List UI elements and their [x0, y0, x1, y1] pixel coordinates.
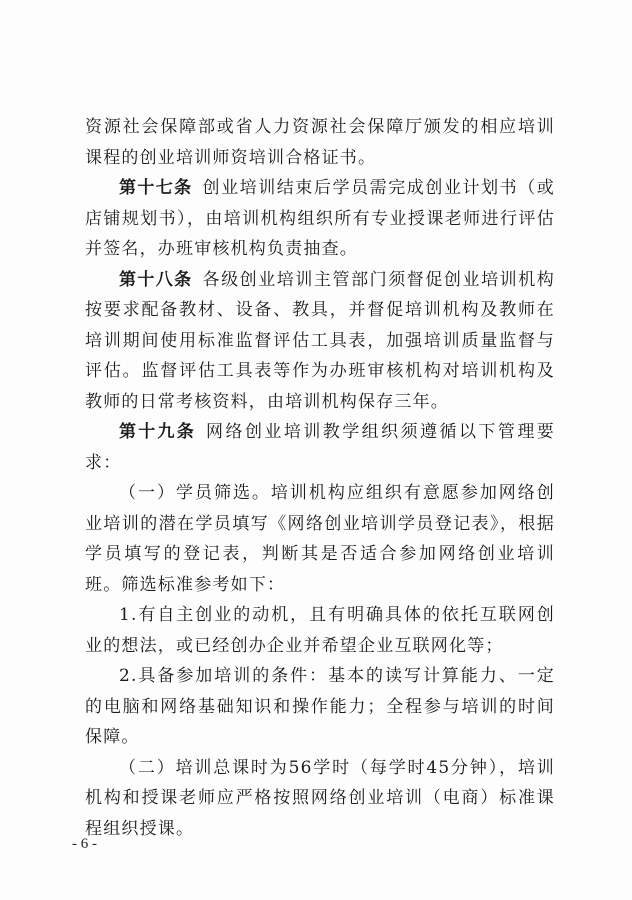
article-19	[85, 417, 555, 478]
paragraph-text: 网络创业培训教学组织须遵循以下管理要求：	[85, 422, 555, 473]
item-training-hours	[85, 753, 555, 845]
paragraph-text: （一）学员筛选。培训机构应组织有意愿参加网络创业培训的潜在学员填写《网络创业培训学员登记表》，根据学员填写的登记表，判断其是否适合参加网络创业培训班。筛选标准参考如下：	[85, 483, 555, 595]
paragraph-text: 创业培训结束后学员需完成创业计划书（或店铺规划书），由培训机构组织所有专业授课老师进行评估并签名，办班审核机构负责抽查。	[85, 178, 555, 259]
paragraph-text: 2.具备参加培训的条件：基本的读写计算能力、一定的电脑和网络基础知识和操作能力；全程参与培训的时间保障。	[85, 666, 555, 747]
paragraph-continuation	[85, 112, 555, 173]
article-number: 第十八条	[119, 269, 193, 290]
criterion-1	[85, 600, 555, 661]
article-number: 第十九条	[119, 422, 197, 442]
item-student-screening	[85, 478, 555, 600]
page-number: - 6 -	[72, 836, 97, 852]
criterion-2	[85, 661, 555, 753]
paragraph-text: （二）培训总课时为56学时（每学时45分钟），培训机构和授课老师应严格按照网络创业培训（电商）标准课程组织授课。	[85, 757, 555, 839]
article-17	[85, 173, 555, 265]
paragraph-text: 各级创业培训主管部门须督促创业培训机构按要求配备教材、设备、教具，并督促培训机构及教师在培训期间使用标准监督评估工具表，加强培训质量监督与评估。监督评估工具表等作为办班审核机构对培训机构及教师的日常考核资料，由培训机构保存三年。	[85, 269, 555, 412]
document-body	[85, 112, 555, 844]
paragraph-text: 资源社会保障部或省人力资源社会保障厅颁发的相应培训课程的创业培训师资培训合格证书。	[85, 117, 555, 168]
paragraph-text: 1.有自主创业的动机，且有明确具体的依托互联网创业的想法，或已经创办企业并希望企业互联网化等；	[85, 605, 555, 656]
article-number: 第十七条	[119, 178, 193, 198]
article-18	[85, 265, 555, 418]
